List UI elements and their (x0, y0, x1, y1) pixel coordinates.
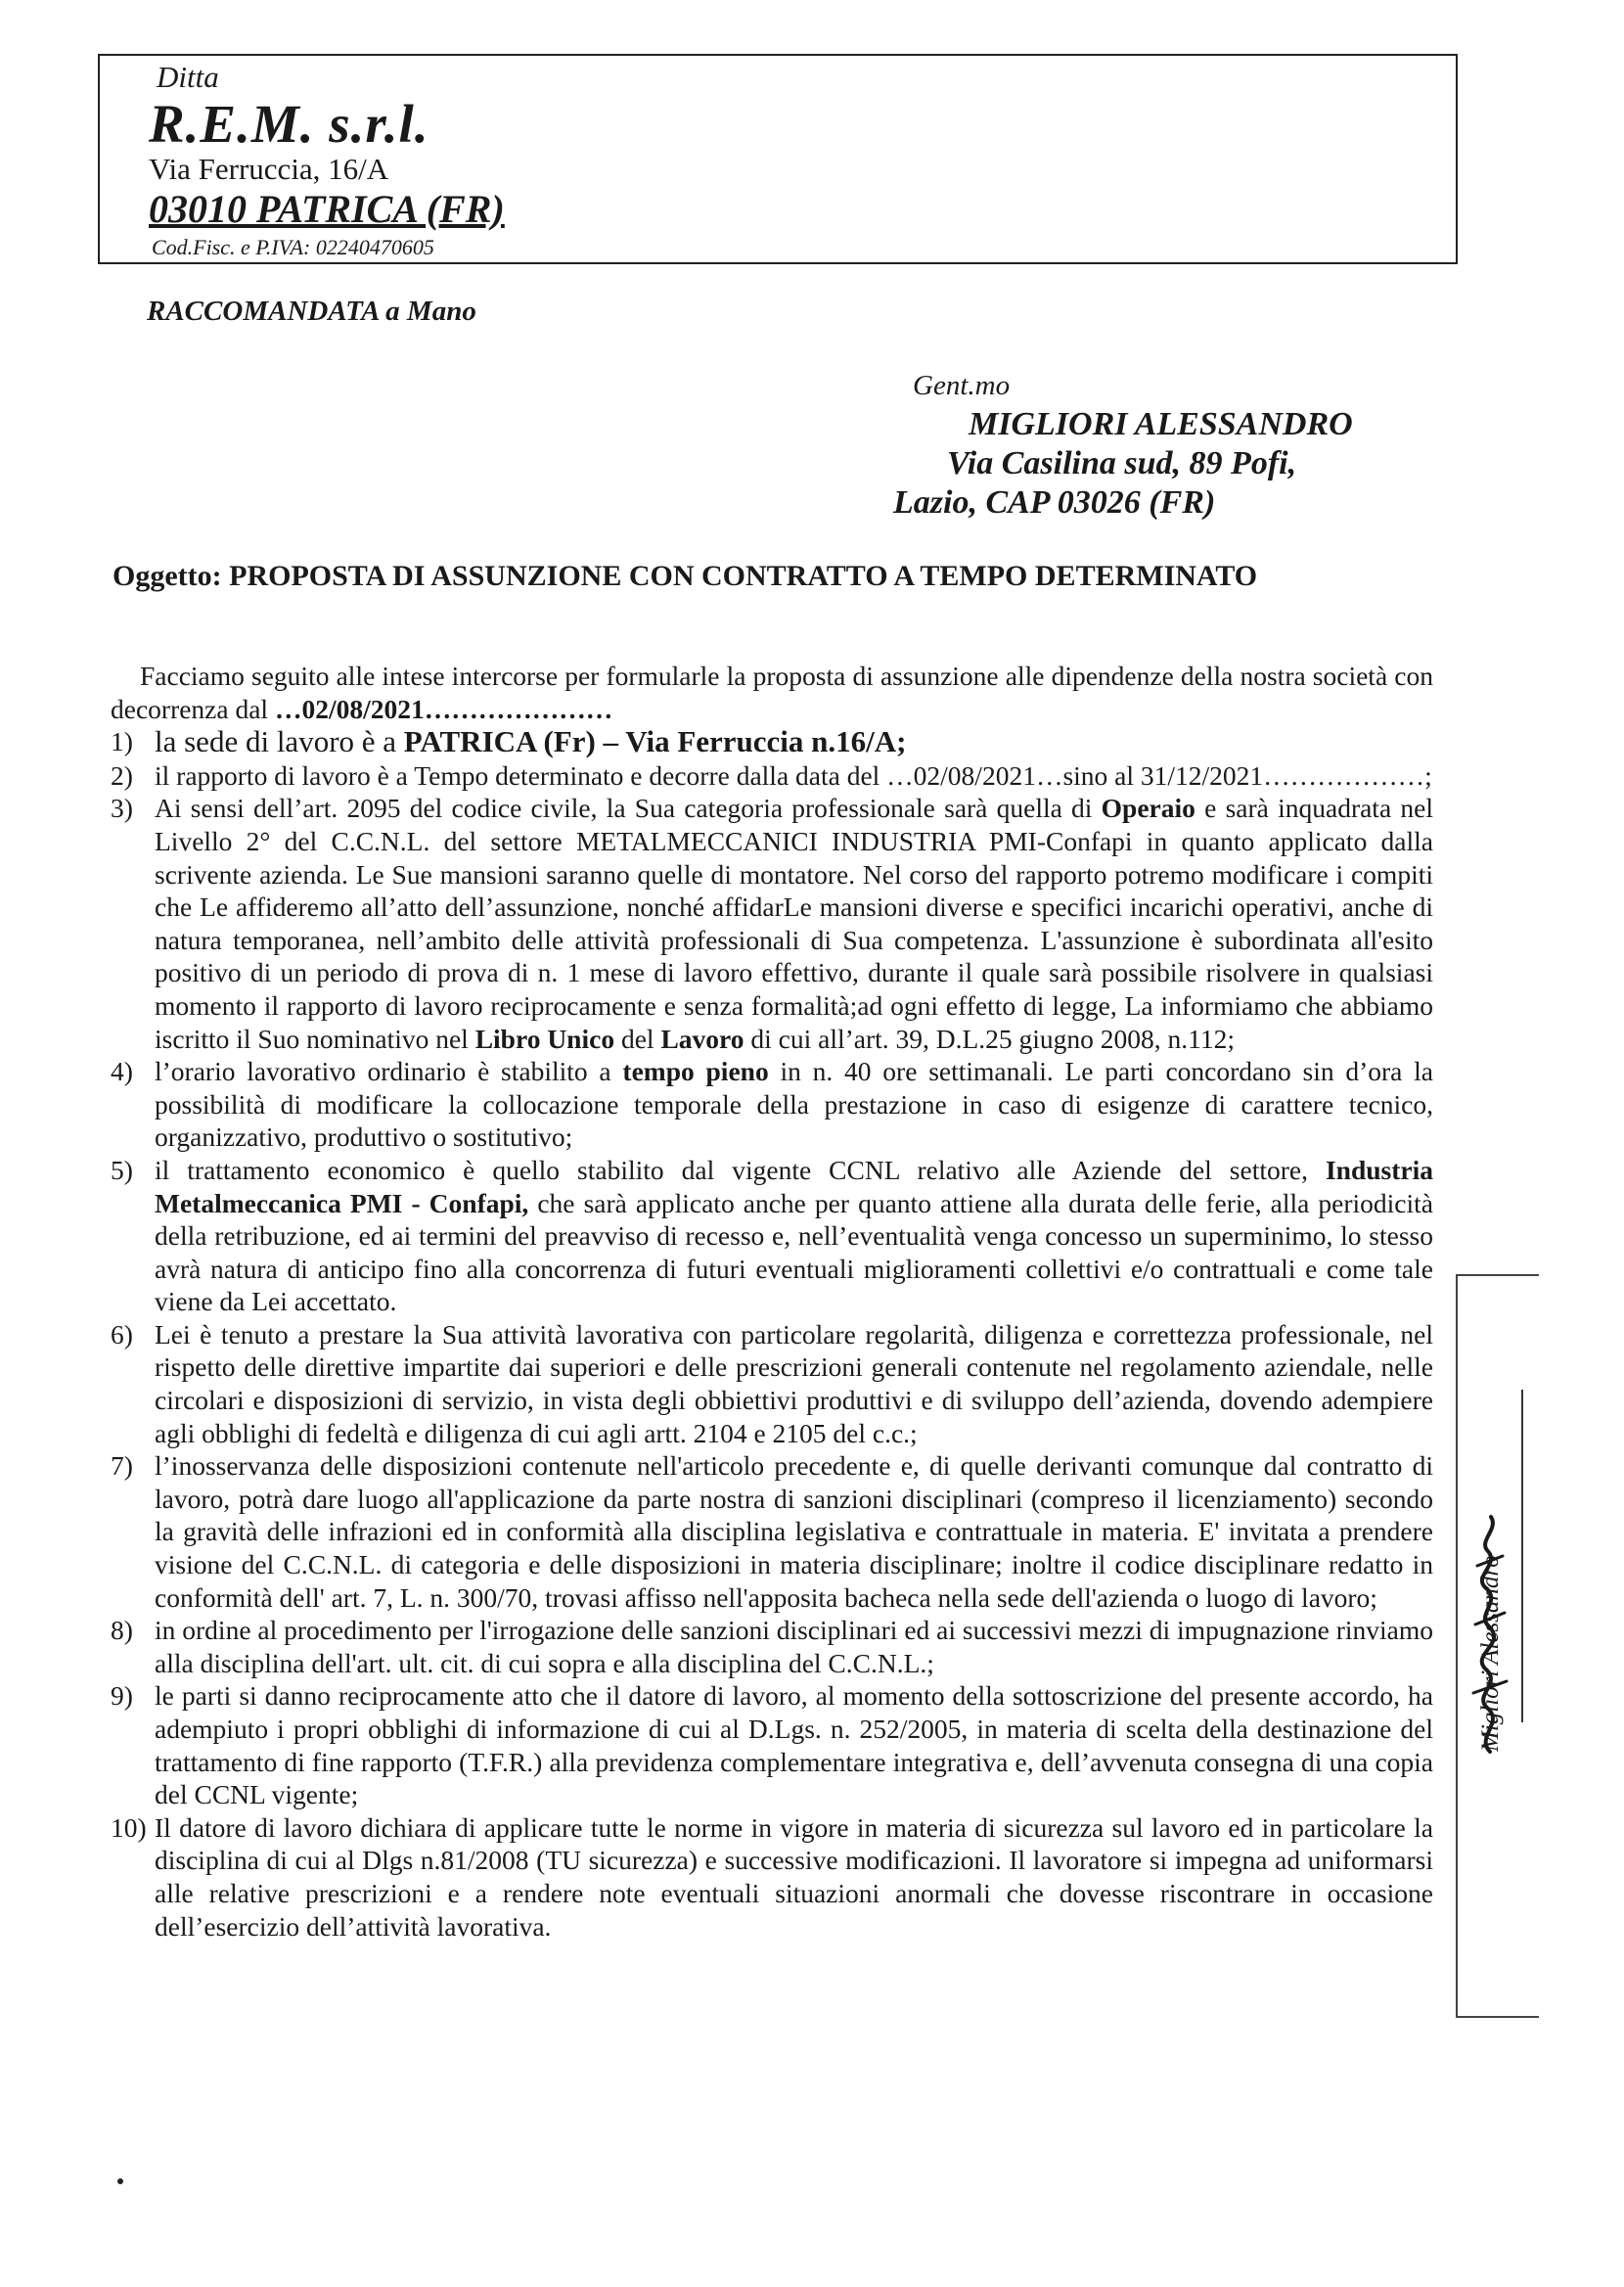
clause-text: e sarà inquadrata nel Livello 2° del C.C.N.L. del settore METALMECCANICI INDUSTRIA PMI-Confapi in quanto applicato dalla scrivente azienda. Le Sue mansioni saranno quelle di montatore. Nel corso del rapporto potremo modificare i compiti che Le affideremo all’atto dell’assunzione, nonché affidarLe mansioni diverse e specifici incarichi operativi, anche di natura temporanea, nell’ambito delle attività professionali di Sua competenza. L'assunzione è subordinata all'esito positivo di un periodo di prova di n. 1 mese di lavoro effettivo, durante il quale sarà possibile risolvere in qualsiasi momento il rapporto di lavoro reciprocamente e senza formalità;ad ogni effetto di legge, La informiamo che abbiamo iscritto il Suo nominativo nel (155, 793, 1433, 1054)
recipient-salutation: Gent.mo (913, 370, 1011, 401)
intro-text: Facciamo seguito alle intese intercorse per formularle la proposta di assunzione alle dipendenze della nostra società con decorrenza dal (111, 661, 1433, 724)
clause-number: 9) (111, 1680, 133, 1712)
company-tax-id: Cod.Fisc. e P.IVA: 02240470605 (152, 235, 434, 259)
clause-bold: PATRICA (Fr) – Via Ferruccia n.16/A; (403, 724, 907, 759)
clause-3 (111, 792, 1433, 1055)
clause-number: 5) (111, 1154, 133, 1185)
clause-8 (111, 1614, 1433, 1679)
recipient-name: MIGLIORI ALESSANDRO (969, 406, 1353, 442)
clause-bold: Operaio (1101, 793, 1195, 824)
clause-10 (111, 1811, 1433, 1943)
clause-bold: Libro Unico (474, 1023, 615, 1054)
letter-subject: Oggetto: PROPOSTA DI ASSUNZIONE CON CONTRATTO A TEMPO DETERMINATO (113, 560, 1258, 592)
clauses-list (111, 725, 1433, 1943)
clause-text: di cui all’art. 39, D.L.25 giugno 2008, n.112; (744, 1023, 1236, 1054)
company-city: 03010 PATRICA (FR) (149, 187, 505, 231)
clause-number: 2) (111, 759, 133, 791)
clause-text: le parti si danno reciprocamente atto che il datore di lavoro, al momento della sottoscrizione del presente accordo, ha adempiuto i propri obblighi di informazione di cui al D.Lgs. n. 252/2005, in materia di scelta della destinazione del trattamento di fine rapporto (T.F.R.) alla previdenza complementare integrativa e, dell’avvenuta consegna di una copia del CCNL vigente; (155, 1680, 1433, 1810)
clause-text: che sarà applicato anche per quanto attiene alla durata delle ferie, alla periodicità della retribuzione, ed ai termini del preavviso di recesso e, nell’eventualità venga concesso un superminimo, lo stesso avrà natura di anticipo fino alla concorrenza di futuri eventuali miglioramenti collettivi e/o contrattuali e come tale viene da Lei accettato. (155, 1187, 1433, 1317)
clause-2 (111, 759, 1433, 793)
clause-text: la sede di lavoro è a (155, 724, 404, 759)
clause-number: 1) (111, 726, 133, 757)
start-date: …02/08/2021………………… (274, 693, 613, 724)
clause-1 (111, 725, 1433, 759)
clause-text: il rapporto di lavoro è a Tempo determinato e decorre dalla data del …02/08/2021…sino al 31/12/2021………………; (155, 759, 1432, 791)
clause-text: Ai sensi dell’art. 2095 del codice civile, la Sua categoria professionale sarà quella di (155, 793, 1102, 824)
clause-number: 6) (111, 1318, 133, 1349)
clause-4 (111, 1055, 1433, 1154)
clause-9 (111, 1679, 1433, 1810)
letter-body (111, 660, 1433, 1943)
clause-text: in ordine al procedimento per l'irrogazione delle sanzioni disciplinari ed ai successivi mezzi di impugnazione rinviamo alla disciplina dell'art. ult. cit. di cui sopra e alla disciplina del C.C.N.L.; (155, 1615, 1433, 1678)
clause-text: in n. 40 ore settimanali. Le parti concordano sin d’ora la possibilità di modificare la collocazione temporale della prestazione in caso di esigenze di carattere tecnico, organizzativo, produttivo o sostitutivo; (155, 1056, 1433, 1153)
clause-number: 3) (111, 793, 133, 824)
company-street: Via Ferruccia, 16/A (149, 152, 389, 186)
handwritten-signature-mark (1456, 1507, 1524, 1761)
stray-dot (117, 2178, 123, 2184)
clause-number: 8) (111, 1615, 133, 1646)
delivery-method: RACCOMANDATA a Mano (147, 296, 476, 327)
clause-6 (111, 1318, 1433, 1449)
company-header-box (98, 54, 1458, 264)
clause-5 (111, 1154, 1433, 1318)
ditta-label: Ditta (157, 60, 219, 94)
recipient-address-line1: Via Casilina sud, 89 Pofi, (947, 445, 1297, 481)
clause-text: del (614, 1023, 661, 1054)
clause-text: l’inosservanza delle disposizioni contenute nell'articolo precedente e, di quelle derivanti comunque dal contratto di lavoro, potrà dare luogo all'applicazione da parte nostra di sanzioni disciplinari (compreso il licenziamento) secondo la gravità delle infrazioni ed in conformità alla disciplina legislativa e contrattuale in materia. E' invitata a prendere visione del C.C.N.L. di categoria e delle disposizioni in materia disciplinare; inoltre il codice disciplinare redatto in conformità dell' art. 7, L. n. 300/70, trovasi affisso nell'apposita bacheca nella sede dell'azienda o luogo di lavoro; (155, 1450, 1433, 1613)
clause-text: il trattamento economico è quello stabilito dal vigente CCNL relativo alle Aziende del settore, (155, 1154, 1326, 1185)
signature-printed-name: Migliori Alessandro (1477, 1555, 1504, 1752)
clause-bold: tempo pieno (622, 1056, 769, 1087)
clause-number: 4) (111, 1056, 133, 1087)
clause-7 (111, 1449, 1433, 1614)
clause-text: l’orario lavorativo ordinario è stabilito a (155, 1056, 623, 1087)
clause-bold: Lavoro (660, 1023, 744, 1054)
clause-text: Il datore di lavoro dichiara di applicare tutte le norme in vigore in materia di sicurezza sul lavoro ed in particolare la disciplina di cui al Dlgs n.81/2008 (TU sicurezza) e successive modificazioni. Il lavoratore si impegna ad uniformarsi alle relative prescrizioni e a rendere note eventuali situazioni anormali che dovesse riscontrare in occasione dell’esercizio dell’attività lavorativa. (155, 1811, 1433, 1942)
company-name: R.E.M. s.r.l. (149, 94, 429, 154)
clause-text: Lei è tenuto a prestare la Sua attività lavorativa con particolare regolarità, diligenza e correttezza professionale, nel rispetto delle direttive impartite dai superiori e delle prescrizioni generali contenute nel regolamento aziendale, nelle circolari e disposizioni di servizio, in vista degli obbiettivi produttivi e di sviluppo dell’azienda, dovendo adempiere agli obblighi di fedeltà e diligenza di cui agli artt. 2104 e 2105 del c.c.; (155, 1318, 1433, 1448)
clause-number: 10) (111, 1811, 147, 1843)
recipient-address-line2: Lazio, CAP 03026 (FR) (893, 484, 1216, 521)
intro-paragraph (111, 660, 1433, 725)
clause-number: 7) (111, 1450, 133, 1482)
clause-bold: Industria Metalmeccanica PMI - Confapi, (155, 1154, 1433, 1218)
